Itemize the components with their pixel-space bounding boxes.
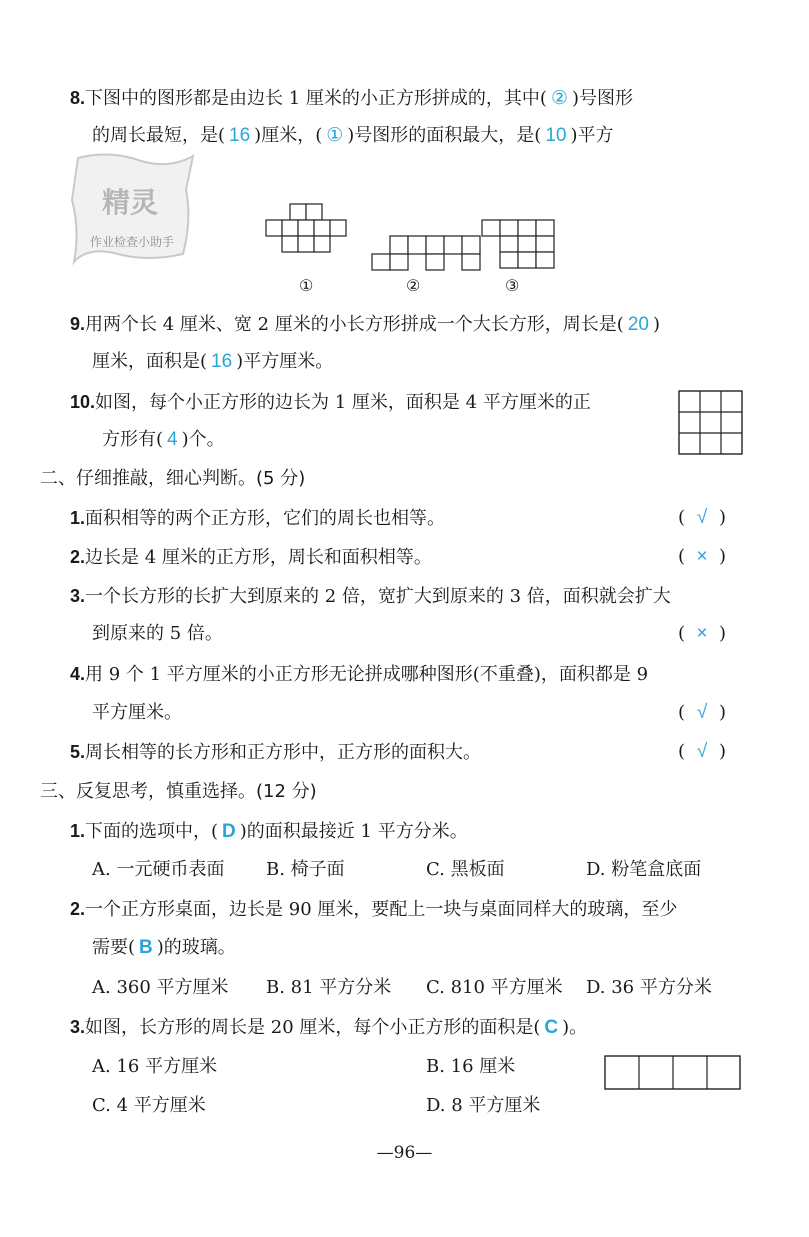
choice-3-number: 3. [70, 1017, 86, 1037]
judge-1-text: 面积相等的两个正方形，它们的周长也相等。 [85, 508, 446, 529]
q9-number: 9. [70, 314, 86, 334]
judge-5-line [70, 740, 481, 765]
judge-4-line2 [92, 701, 182, 725]
judge-5-number: 5. [70, 742, 86, 762]
q8-number: 8. [70, 88, 86, 108]
choice-1-number: 1. [70, 821, 86, 841]
q8-line1 [70, 86, 633, 111]
judge-2-text: 边长是 4 厘米的正方形，周长和面积相等。 [85, 547, 432, 568]
choice-2-number: 2. [70, 899, 86, 919]
q10-grid-figure [678, 390, 744, 456]
judge-4-answer-box [678, 701, 726, 725]
choice-3-line [70, 1015, 587, 1040]
q9-answer-area: 16 [211, 351, 233, 372]
q9-text-1a: 用两个长 4 厘米、宽 2 厘米的小长方形拼成一个大长方形，周长是( [85, 314, 624, 335]
choice-1-line [70, 819, 468, 844]
q8-text-2c: )号图形的面积最大，是( [347, 125, 542, 146]
q9-answer-perimeter: 20 [627, 314, 649, 335]
q8-answer-area: 10 [545, 125, 567, 146]
choice-2-text-2b: )的玻璃。 [156, 937, 236, 958]
judge-4-answer: √ [696, 702, 708, 723]
judge-2-line [70, 545, 432, 570]
q8-text-2b: )厘米，( [254, 125, 323, 146]
judge-4-paren-open: ( [678, 702, 686, 723]
choice-1-option-a: A. 一元硬币表面 [92, 859, 225, 880]
q8-text-1b: )号图形 [571, 88, 634, 109]
q10-number: 10. [70, 392, 96, 412]
q9-line2 [92, 350, 333, 374]
q8-figure-1 [266, 204, 346, 252]
section-3-title: 三、反复思考，慎重选择。(12 分) [40, 781, 317, 802]
q8-answer-shortest: ② [550, 88, 568, 109]
q8-text-1a: 下图中的图形都是由边长 1 厘米的小正方形拼成的，其中( [85, 88, 547, 109]
choice-1-text-b: )的面积最接近 1 平方分米。 [239, 821, 468, 842]
choice-2-text-1: 一个正方形桌面，边长是 90 厘米，要配上一块与桌面同样大的玻璃，至少 [85, 899, 678, 920]
q10-line2 [102, 428, 225, 452]
stamp-subtitle: 作业检查小助手 [89, 235, 175, 249]
judge-4-number: 4. [70, 664, 86, 684]
judge-4-text: 用 9 个 1 平方厘米的小正方形无论拼成哪种图形(不重叠)，面积都是 9 [85, 664, 649, 685]
q8-figure-2 [372, 236, 480, 270]
stamp-badge-icon [68, 150, 198, 270]
q10-text-1: 如图，每个小正方形的边长为 1 厘米，面积是 4 平方厘米的正 [95, 392, 591, 413]
judge-1-paren-open: ( [678, 507, 686, 528]
judge-3-answer: × [696, 623, 708, 644]
judge-5-paren-open: ( [678, 741, 686, 762]
q10-answer: 4 [167, 429, 178, 450]
judge-5-text: 周长相等的长方形和正方形中，正方形的面积大。 [85, 742, 482, 763]
judge-2-answer-box [678, 545, 726, 569]
judge-3-line1 [70, 584, 671, 609]
choice-3-option-d: D. 8 平方厘米 [426, 1095, 541, 1116]
judge-1-line [70, 506, 445, 531]
judge-1-paren-close: ) [719, 507, 727, 528]
judge-4-paren-close: ) [719, 702, 727, 723]
choice-1-answer: D [222, 821, 236, 842]
choice-3-option-c: C. 4 平方厘米 [92, 1095, 206, 1116]
choice-1-text-a: 下面的选项中，( [85, 821, 219, 842]
choice-1-option-c: C. 黑板面 [426, 859, 505, 880]
q8-figure-2-label: ② [406, 276, 421, 295]
judge-2-answer: × [696, 546, 708, 567]
judge-1-answer: √ [696, 507, 708, 528]
choice-2-text-2a: 需要( [92, 937, 136, 958]
q8-figure-3-label: ③ [505, 276, 520, 295]
judge-5-answer: √ [696, 741, 708, 762]
choice-3-text-a: 如图，长方形的周长是 20 厘米，每个小正方形的面积是( [85, 1017, 541, 1038]
choice-2-option-b: B. 81 平方分米 [266, 977, 392, 998]
q9-text-1b: ) [652, 314, 660, 335]
q10-text-2b: )个。 [181, 429, 225, 450]
section-2-title: 二、仔细推敲，细心判断。(5 分) [40, 468, 306, 489]
choice-3-option-a: A. 16 平方厘米 [92, 1056, 218, 1077]
judge-1-number: 1. [70, 508, 86, 528]
checker-stamp [68, 150, 198, 270]
judge-3-text-2: 到原来的 5 倍。 [92, 623, 223, 644]
judge-3-paren-close: ) [719, 623, 727, 644]
q8-figure-1-label: ① [299, 276, 314, 295]
judge-2-number: 2. [70, 547, 86, 567]
q8-line2 [92, 124, 613, 148]
judge-5-paren-close: ) [719, 741, 727, 762]
q8-figure-3 [482, 220, 554, 268]
q8-answer-largest: ① [326, 125, 344, 146]
judge-1-answer-box [678, 506, 726, 530]
judge-3-line2 [92, 622, 223, 646]
choice-3-rectangle-figure [604, 1055, 742, 1091]
page-number: —96— [376, 1143, 433, 1163]
q8-figures [258, 196, 558, 276]
judge-3-text: 一个长方形的长扩大到原来的 2 倍，宽扩大到原来的 3 倍，面积就会扩大 [85, 586, 671, 607]
choice-3-answer: C [544, 1017, 559, 1038]
q8-text-2a: 的周长最短，是( [92, 125, 226, 146]
q10-text-2a: 方形有( [102, 429, 164, 450]
judge-3-number: 3. [70, 586, 86, 606]
choice-2-option-a: A. 360 平方厘米 [92, 977, 229, 998]
judge-2-paren-open: ( [678, 546, 686, 567]
q9-text-2b: )平方厘米。 [236, 351, 334, 372]
choice-2-option-c: C. 810 平方厘米 [426, 977, 563, 998]
judge-4-line1 [70, 662, 648, 687]
q8-text-2d: )平方 [570, 125, 614, 146]
choice-3-option-b: B. 16 厘米 [426, 1056, 516, 1077]
choice-1-option-b: B. 椅子面 [266, 859, 345, 880]
q9-line1 [70, 312, 660, 337]
judge-3-answer-box [678, 622, 726, 646]
q8-answer-perimeter: 16 [229, 125, 251, 146]
judge-2-paren-close: ) [719, 546, 727, 567]
q10-line1 [70, 390, 591, 415]
judge-5-answer-box [678, 740, 726, 764]
choice-1-option-d: D. 粉笔盒底面 [586, 859, 702, 880]
choice-2-option-d: D. 36 平方分米 [586, 977, 712, 998]
choice-3-text-b: )。 [562, 1017, 588, 1038]
q9-text-2a: 厘米，面积是( [92, 351, 208, 372]
stamp-title: 精灵 [101, 186, 159, 219]
choice-2-line2 [92, 936, 236, 960]
choice-2-answer: B [139, 937, 153, 958]
choice-2-line1 [70, 897, 677, 922]
judge-4-text-2: 平方厘米。 [92, 702, 182, 723]
judge-3-paren-open: ( [678, 623, 686, 644]
